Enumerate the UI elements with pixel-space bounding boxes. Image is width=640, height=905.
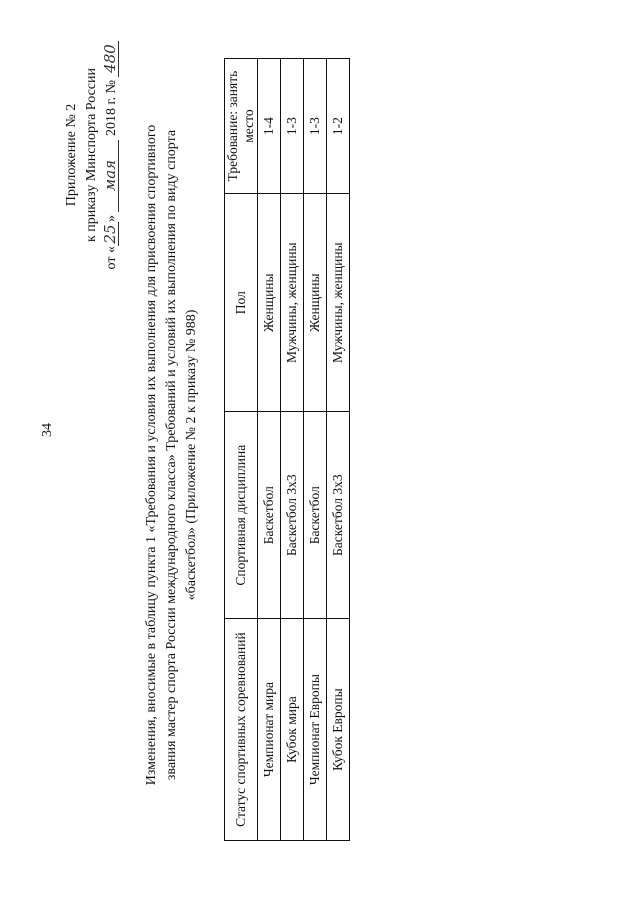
appendix-date-line: [102, 5, 122, 305]
appendix-block: [62, 5, 122, 305]
heading-line: звания мастер спорта России международного класса» Требований и условий их выполнения по виду спорта: [164, 129, 179, 781]
cell-gender: Мужчины, женщины: [281, 194, 304, 412]
cell-discipline: Баскетбол 3х3: [281, 412, 304, 619]
table-row: [304, 59, 327, 841]
date-year: 2018 г. №: [104, 80, 119, 137]
date-mid: »: [104, 215, 119, 223]
document-heading: [142, 65, 202, 845]
heading-line: «баскетбол» (Приложение № 2 к приказу № 988): [184, 309, 199, 601]
cell-place: 1-3: [304, 59, 327, 194]
header-gender: Пол: [225, 194, 258, 412]
date-month: мая: [102, 140, 119, 212]
header-status: Статус спортивных соревнований: [225, 619, 258, 841]
table-row: [281, 59, 304, 841]
date-day: 25: [102, 222, 119, 246]
cell-status: Чемпионат мира: [258, 619, 281, 841]
table-header-row: [225, 59, 258, 841]
cell-place: 1-2: [327, 59, 350, 194]
cell-discipline: Баскетбол 3х3: [327, 412, 350, 619]
cell-place: 1-3: [281, 59, 304, 194]
header-discipline: Спортивная дисциплина: [225, 412, 258, 619]
cell-status: Кубок мира: [281, 619, 304, 841]
table-row: [327, 59, 350, 841]
order-number: 480: [102, 41, 119, 77]
cell-place: 1-4: [258, 59, 281, 194]
header-place: Требование: занять место: [225, 59, 258, 194]
cell-discipline: Баскетбол: [304, 412, 327, 619]
cell-status: Чемпионат Европы: [304, 619, 327, 841]
appendix-title: Приложение № 2: [64, 103, 79, 207]
appendix-order-ref: к приказу Минспорта России: [84, 68, 99, 242]
cell-gender: Мужчины, женщины: [327, 194, 350, 412]
cell-status: Кубок Европы: [327, 619, 350, 841]
date-prefix: от «: [104, 246, 119, 270]
cell-gender: Женщины: [304, 194, 327, 412]
table-row: [258, 59, 281, 841]
cell-discipline: Баскетбол: [258, 412, 281, 619]
requirements-table: [224, 58, 350, 841]
heading-line: Изменения, вносимые в таблицу пункта 1 «Требования и условия их выполнения для присвоения спортивного: [144, 124, 159, 786]
page-number: 34: [40, 423, 55, 437]
cell-gender: Женщины: [258, 194, 281, 412]
